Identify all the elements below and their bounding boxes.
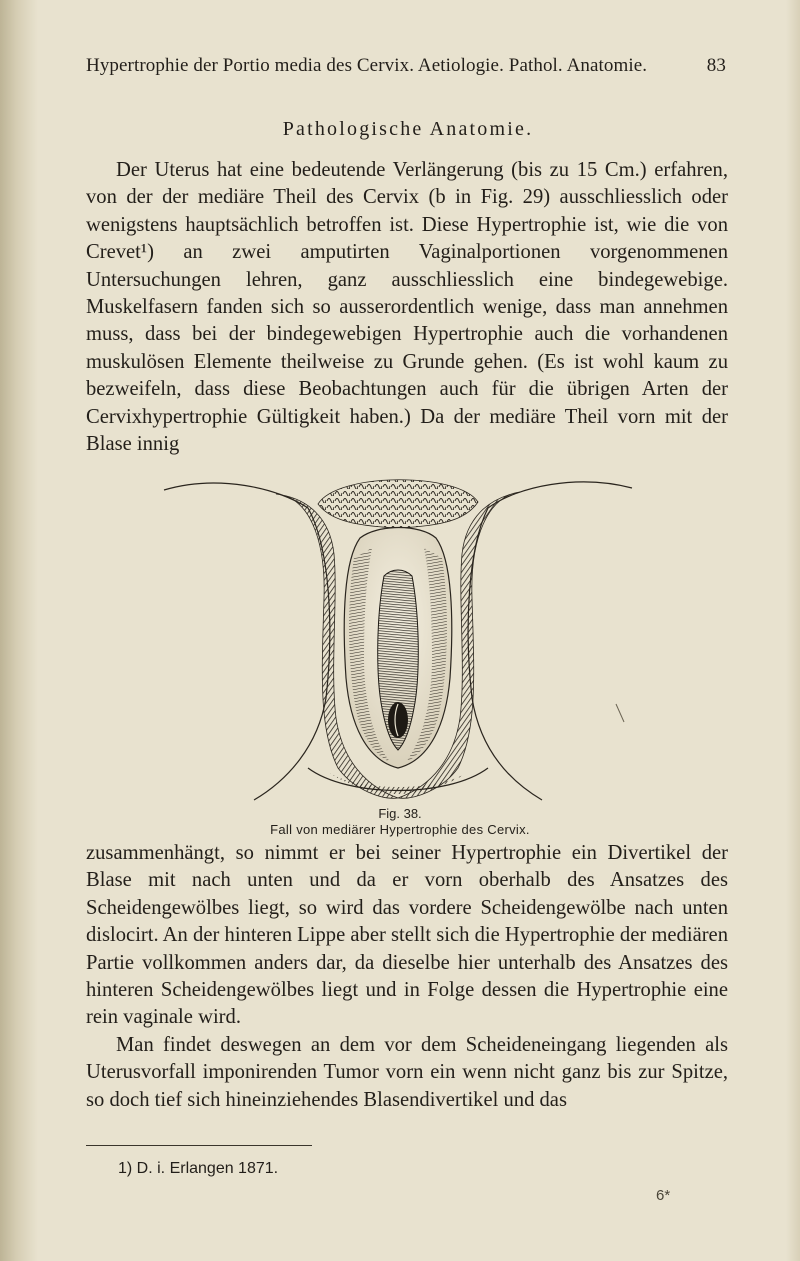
left-thigh-outline: [164, 483, 330, 800]
page-edge-shadow: [0, 0, 38, 1261]
margin-mark: [616, 704, 624, 722]
signature-mark: 6*: [656, 1187, 671, 1204]
section-heading: Pathologische Anatomie.: [282, 118, 534, 140]
external-os: [388, 702, 408, 738]
figure-caption: Fall von mediärer Hypertrophie des Cervix.: [270, 822, 530, 837]
anatomical-illustration: [158, 468, 638, 804]
figure-number: Fig. 38.: [378, 806, 422, 821]
text-block-bottom: [86, 840, 728, 1114]
right-thigh-outline: [468, 482, 632, 800]
paragraph: Man findet deswegen an dem vor dem Scheideneingang liegenden als Uterusvorfall imponirenden Tumor vorn ein wenn nicht ganz bis zur Spitze, so doch tief sich hineinziehendes Blasendivertikel und das: [86, 1033, 728, 1111]
footnote-rule: [86, 1145, 312, 1146]
page-edge-right: [786, 0, 800, 1261]
paragraph: Der Uterus hat eine bedeutende Verlängerung (bis zu 15 Cm.) erfahren, von der der mediäre Theil des Cervix (b in Fig. 29) ausschliesslich oder wenigstens hauptsächlich betroffen ist. Diese Hypertrophie ist, wie die von Crevet¹) an zwei amputirten Vaginalportionen vorgenommenen Untersuchungen lehren, ganz ausschliesslich eine bindegewebige. Muskelfasern fanden sich so ausserordentlich wenige, dass man annehmen muss, dass bei der bindegewebigen Hypertrophie auch die vorhandenen muskulösen Elemente theilweise zu Grunde gehen. (Es ist wohl kaum zu bezweifeln, dass diese Beobachtungen auch für die übrigen Arten der Cervixhypertrophie Gültigkeit haben.) Da der mediäre Theil vorn mit der Blase innig: [86, 159, 728, 456]
mons-pubis: [318, 480, 478, 528]
running-head-title: Hypertrophie der Portio media des Cervix. Aetiologie. Pathol. Anatomie.: [86, 55, 648, 76]
footnote: 1) D. i. Erlangen 1871.: [118, 1160, 279, 1177]
text-block-top: [86, 157, 728, 458]
page-number: 83: [706, 55, 726, 76]
running-head: [86, 55, 726, 77]
paragraph: zusammenhängt, so nimmt er bei seiner Hypertrophie ein Divertikel der Blase mit nach unten und da er vorn oberhalb des Ansatzes des Scheidengewölbes liegt, so wird das vordere Scheidengewölbe nach unten dislocirt. An der hinteren Lippe aber stellt sich die Hypertrophie der mediären Partie vollkommen anders dar, da dieselbe hier unterhalb des Ansatzes des hinteren Scheidengewölbes liegt und in Folge dessen die Hypertrophie eine rein vaginale wird.: [86, 842, 728, 1029]
